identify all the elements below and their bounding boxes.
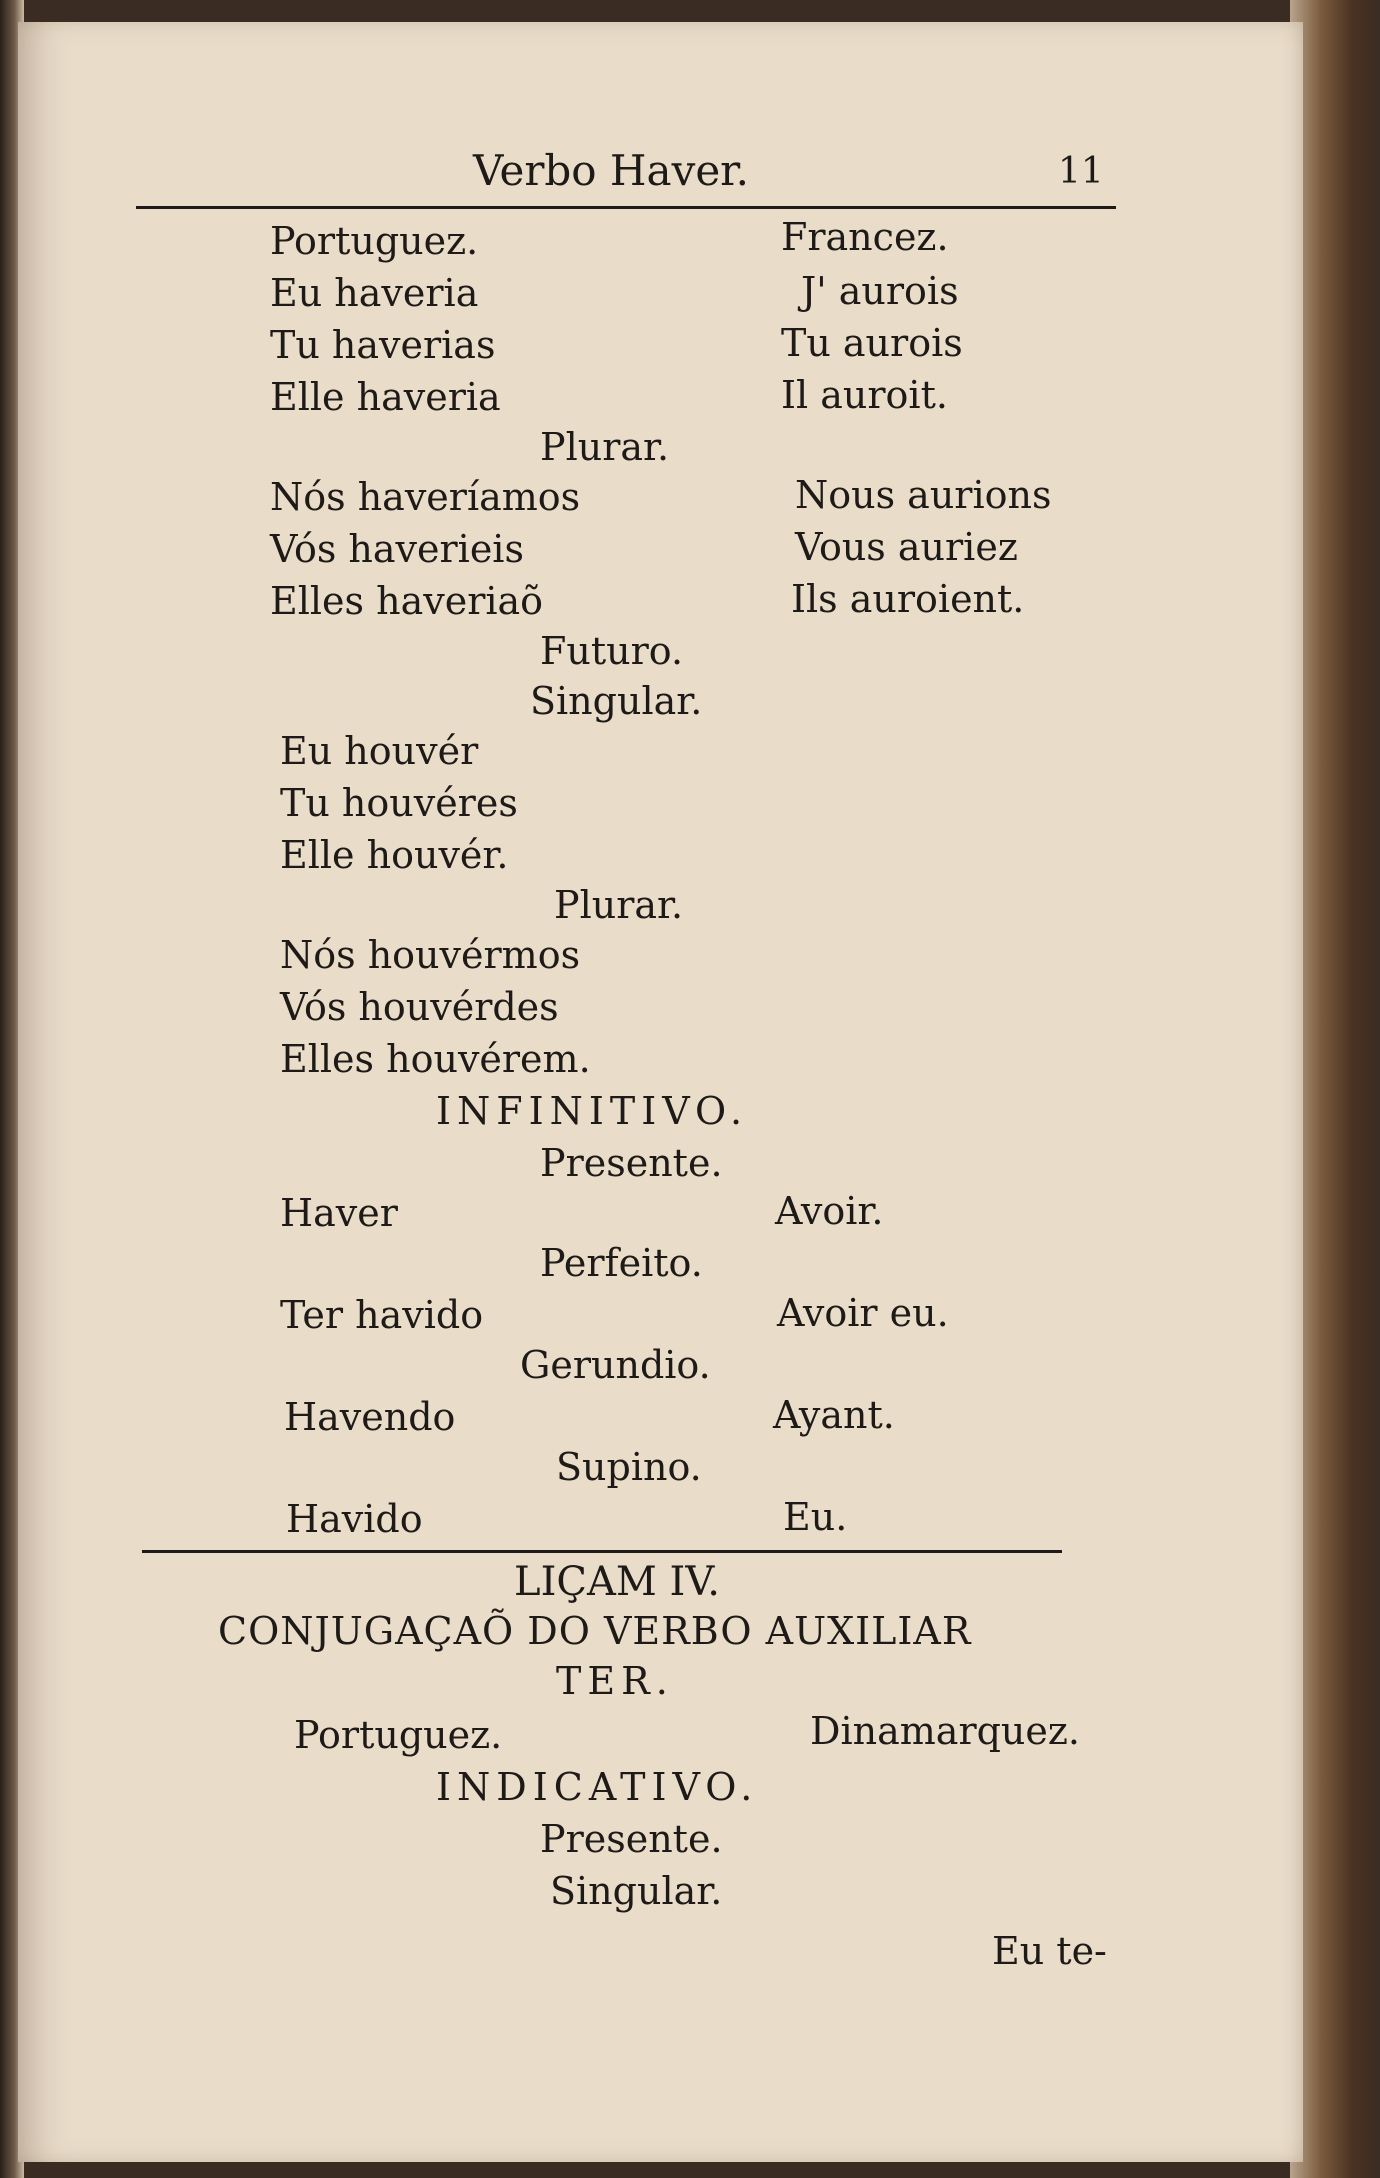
fr-line: Eu.	[783, 1495, 848, 1539]
pt-line: Vós haverieis	[270, 527, 524, 571]
lesson-verb: TER.	[556, 1659, 674, 1703]
pt-line: Eu houvér	[280, 729, 479, 773]
fr-line: Avoir eu.	[777, 1291, 949, 1335]
mood-heading: INDICATIVO.	[436, 1765, 759, 1809]
tense-label: Perfeito.	[540, 1241, 703, 1285]
fr-line: Ils auroient.	[791, 577, 1025, 621]
portuguese-column-heading: Portuguez.	[294, 1713, 503, 1757]
fr-line: Il auroit.	[781, 373, 948, 417]
pt-line: Elles haveriaõ	[270, 579, 544, 623]
running-title: Verbo Haver.	[473, 146, 749, 195]
pt-line: Elles houvérem.	[280, 1037, 591, 1081]
lesson-subtitle: CONJUGAÇAÕ DO VERBO AUXILIAR	[218, 1609, 972, 1653]
pt-line: Tu haverias	[270, 323, 496, 367]
fr-line: Vous auriez	[795, 525, 1018, 569]
tense-label: Futuro.	[540, 629, 684, 673]
fr-line: Tu aurois	[781, 321, 963, 365]
plural-label: Plurar.	[540, 425, 670, 469]
tense-label: Presente.	[540, 1817, 723, 1861]
pt-line: Nós houvérmos	[280, 933, 581, 977]
pt-line: Elle haveria	[270, 375, 501, 419]
tense-label: Presente.	[540, 1141, 723, 1185]
section-rule	[142, 1550, 1062, 1553]
page-number: 11	[1058, 151, 1104, 192]
portuguese-column-heading: Portuguez.	[270, 219, 479, 263]
danish-column-heading: Dinamarquez.	[810, 1709, 1080, 1753]
fr-line: J' aurois	[801, 269, 959, 313]
pt-line: Ter havido	[280, 1293, 484, 1337]
catchword: Eu te-	[992, 1929, 1107, 1973]
singular-label: Singular.	[530, 679, 703, 723]
singular-label: Singular.	[550, 1869, 723, 1913]
book-page	[18, 22, 1303, 2162]
pt-line: Haver	[280, 1191, 398, 1235]
lesson-title: LIÇAM IV.	[514, 1559, 720, 1605]
plural-label: Plurar.	[554, 883, 684, 927]
pt-line: Havido	[286, 1497, 423, 1541]
header-rule	[136, 206, 1116, 209]
tense-label: Gerundio.	[520, 1343, 711, 1387]
pt-line: Vós houvérdes	[280, 985, 559, 1029]
pt-line: Havendo	[284, 1395, 456, 1439]
mood-heading: INFINITIVO.	[436, 1089, 749, 1133]
pt-line: Nós haveríamos	[270, 475, 581, 519]
fr-line: Nous aurions	[795, 473, 1052, 517]
fr-line: Avoir.	[775, 1189, 884, 1233]
french-column-heading: Francez.	[781, 215, 949, 259]
pt-line: Eu haveria	[270, 271, 479, 315]
pt-line: Tu houvéres	[280, 781, 518, 825]
pt-line: Elle houvér.	[280, 833, 509, 877]
fr-line: Ayant.	[773, 1393, 895, 1437]
book-cover-edge	[1290, 0, 1380, 2178]
tense-label: Supino.	[556, 1445, 702, 1489]
